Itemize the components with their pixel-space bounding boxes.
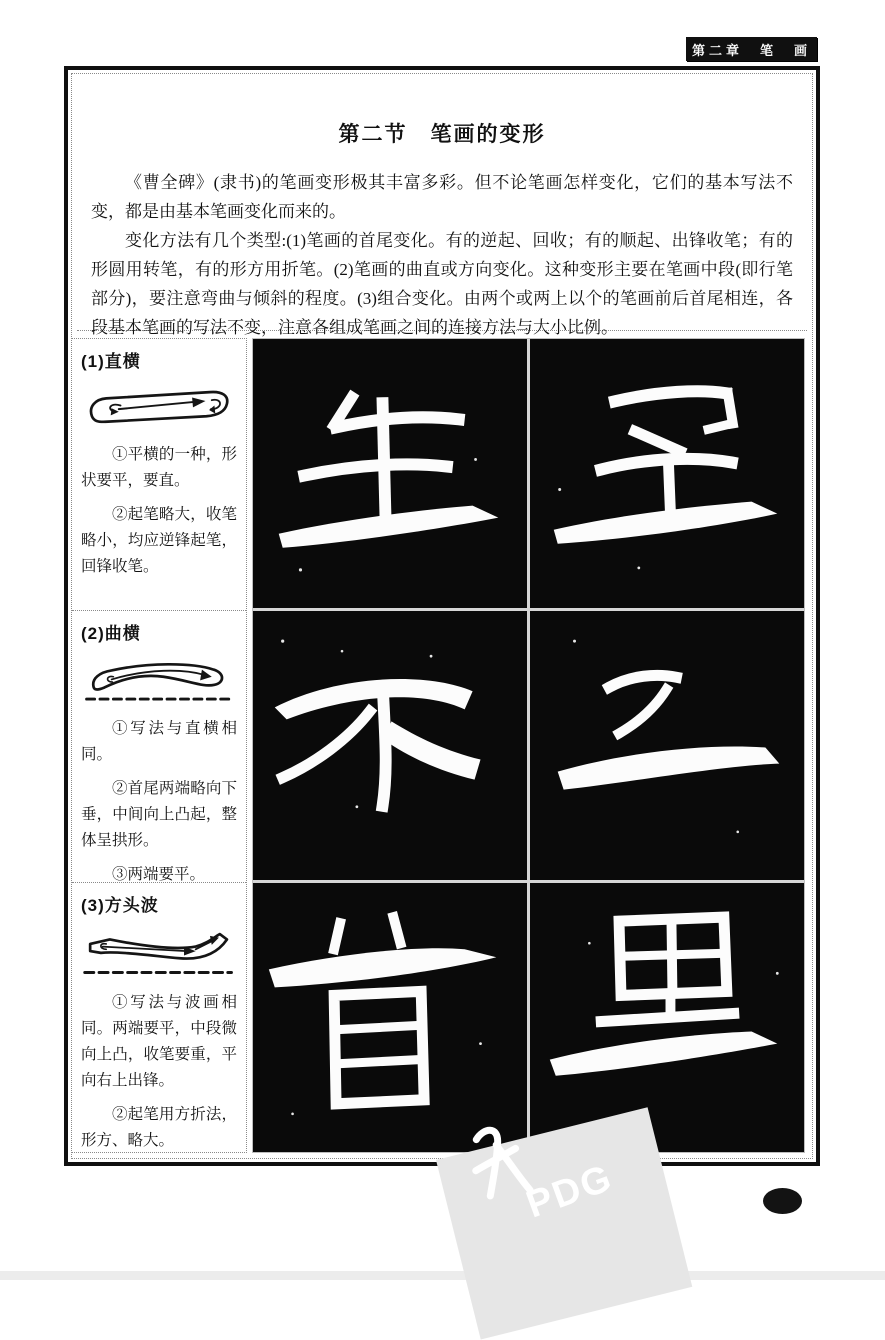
stroke-note: ①写法与波画相同。两端要平，中段微向上凸，收笔要重，平向右上出锋。 bbox=[81, 994, 237, 1089]
calligraphy-cell-shou bbox=[253, 883, 527, 1152]
calligraphy-character-zhi-arrive bbox=[530, 339, 804, 608]
calligraphy-character-shou bbox=[253, 883, 527, 1152]
content-frame bbox=[64, 66, 820, 1166]
pdg-watermark bbox=[436, 1107, 692, 1339]
stroke-section-square-head-wave bbox=[72, 883, 246, 1152]
chapter-header bbox=[686, 37, 817, 61]
stroke-note: ②起笔略大，收笔略小，均应逆锋起笔，回锋收笔。 bbox=[81, 506, 237, 575]
square-head-wave-stroke-illustration bbox=[83, 930, 235, 982]
stroke-note: ②起笔用方折法，形方、略大。 bbox=[81, 1106, 237, 1149]
stroke-heading: (3)方头波 bbox=[81, 896, 159, 915]
intro-paragraph-1: 《曹全碑》(隶书)的笔画变形极其丰富多彩。但不论笔画怎样变化，它们的基本写法不变，都是由基本笔画变化而来的。 bbox=[91, 173, 793, 221]
chapter-header-label: 第二章 笔 画 bbox=[691, 42, 811, 58]
calligraphy-cell-zhi-arrive bbox=[530, 339, 804, 608]
intro-section bbox=[77, 76, 807, 337]
curved-horizontal-stroke-illustration bbox=[83, 658, 235, 708]
calligraphy-character-zhi-go bbox=[530, 611, 804, 880]
stroke-heading: (1)直横 bbox=[81, 352, 141, 371]
stroke-heading: (2)曲横 bbox=[81, 624, 141, 643]
straight-horizontal-stroke-illustration bbox=[83, 386, 235, 434]
calligraphy-grid bbox=[252, 338, 805, 1153]
calligraphy-cell-li bbox=[530, 883, 804, 1152]
stroke-note: ①平横的一种，形状要平，要直。 bbox=[81, 446, 237, 489]
intro-paragraph-2: 变化方法有几个类型:(1)笔画的首尾变化。有的逆起、回收；有的顺起、出锋收笔；有的形圆用转笔，有的形方用折笔。(2)笔画的曲直或方向变化。这种变形主要在笔画中段(即行笔部分)，要注意弯曲与倾斜的程度。(3)组合变化。由两个或两上以个的笔画前后首尾相连，各段基本笔画的写法不变，注意各组成笔画之间的连接方法与大小比例。 bbox=[91, 231, 793, 337]
calligraphy-character-bu bbox=[253, 611, 527, 880]
section-title: 第二节 笔画的变形 bbox=[338, 122, 546, 146]
stroke-note: ①写法与直横相同。 bbox=[81, 720, 237, 763]
watermark-text: PDG bbox=[521, 1156, 619, 1227]
calligraphy-cell-zhi-go bbox=[530, 611, 804, 880]
stroke-table bbox=[71, 338, 805, 1153]
stroke-descriptions-column bbox=[71, 338, 247, 1153]
page-bottom-strip bbox=[0, 1271, 885, 1280]
calligraphy-character-sheng bbox=[253, 339, 527, 608]
calligraphy-character-li bbox=[530, 883, 804, 1152]
page-number-dot bbox=[763, 1188, 802, 1214]
calligraphy-cell-bu bbox=[253, 611, 527, 880]
stroke-note: ③两端要平。 bbox=[112, 866, 206, 883]
stroke-section-curved-horizontal bbox=[72, 611, 246, 883]
stroke-note: ②首尾两端略向下垂，中间向上凸起，整体呈拱形。 bbox=[81, 780, 237, 849]
stroke-section-straight-horizontal bbox=[72, 339, 246, 611]
calligraphy-cell-sheng bbox=[253, 339, 527, 608]
